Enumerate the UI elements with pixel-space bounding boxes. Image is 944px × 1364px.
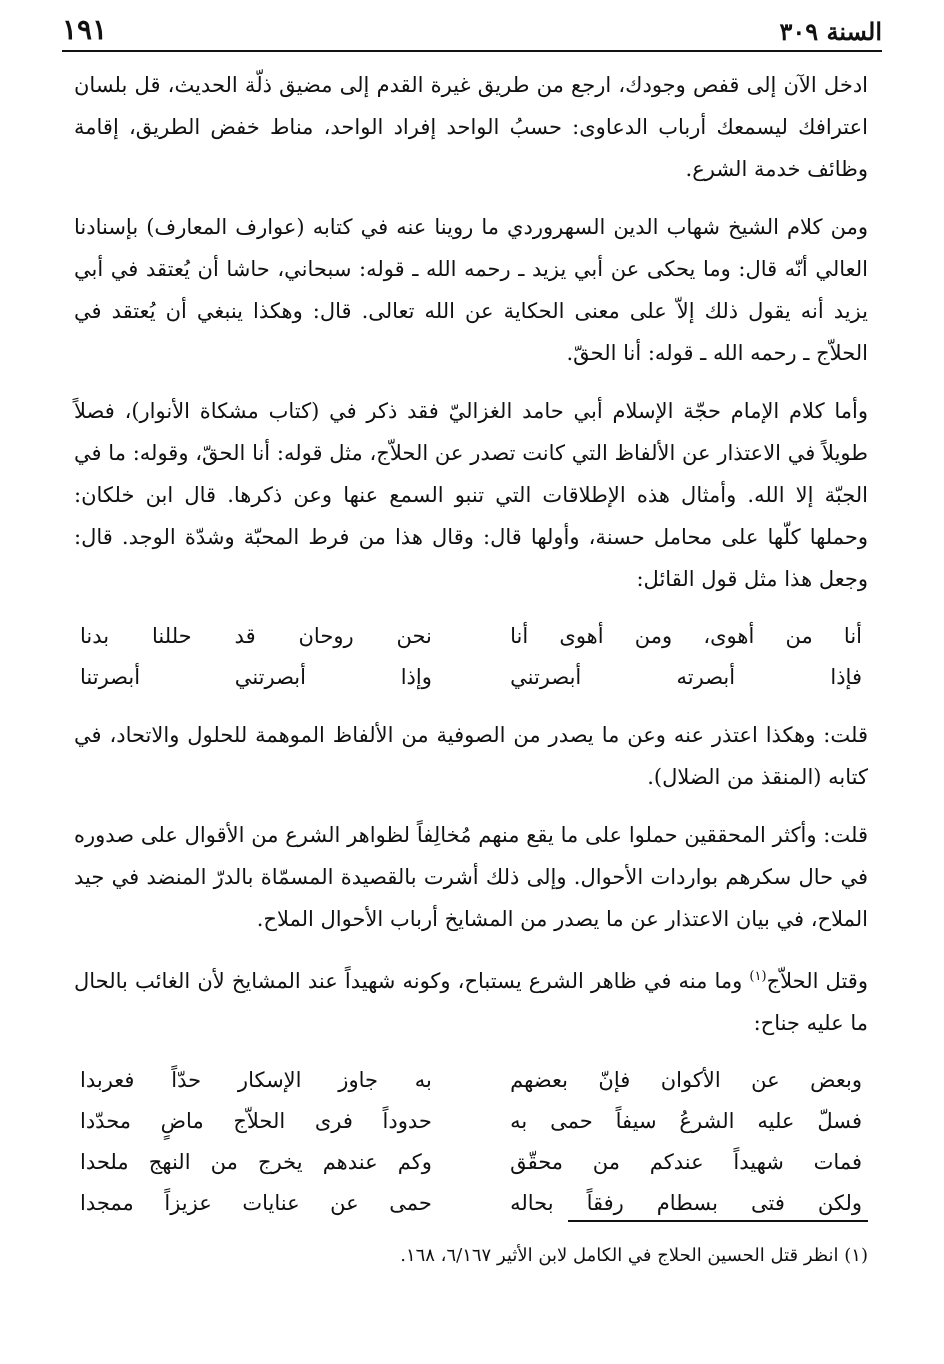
verse-line bbox=[74, 616, 868, 657]
hemistich: وبعض عن الأكوان فإنّ بعضهم bbox=[510, 1068, 862, 1092]
hemistich: به جاوز الإسكار حدّاً فعربدا bbox=[80, 1068, 432, 1092]
page-body bbox=[74, 64, 868, 1240]
hemistich: فمات شهيداً عندكم من محقّق bbox=[510, 1150, 862, 1174]
paragraph bbox=[74, 956, 868, 1044]
hemistich: ولكن فتى بسطام رفقاً بحاله bbox=[510, 1191, 862, 1215]
paragraph: قلت: وأكثر المحققين حملوا على ما يقع منهم مُخالِفاً لظواهر الشرع من الأقوال على صدوره في حال سكرهم بواردات الأحوال. وإلى ذلك أشرت بالقصيدة المسمّاة بالدرّ المنضد في جيد الملاح، في بيان الاعتذار عن ما يصدر من المشايخ أرباب الأحوال الملاح. bbox=[74, 823, 868, 931]
text-run: وقتل الحلاّج bbox=[766, 969, 868, 993]
verse-line bbox=[74, 1060, 868, 1101]
verse-line bbox=[74, 1101, 868, 1142]
hemistich: أنا من أهوى، ومن أهوى أنا bbox=[510, 624, 862, 648]
footnote-divider bbox=[568, 1220, 868, 1222]
verse-line bbox=[74, 657, 868, 698]
paragraph: ومن كلام الشيخ شهاب الدين السهروردي ما روينا عنه في كتابه (عوارف المعارف) بإسنادنا العالي أنّه قال: وما يحكى عن أبي يزيد ـ رحمه الله ـ قوله: سبحاني، حاشا أن يُعتقد في أبي يزيد أنه يقول ذلك إلاّ على معنى الحكاية عن الله تعالى. قال: وهكذا ينبغي أن يُعتقد في الحلاّج ـ رحمه الله ـ قوله: أنا الحقّ. bbox=[74, 215, 868, 365]
hemistich: حدوداً فرى الحلاّج ماضٍ محدّدا bbox=[80, 1109, 432, 1133]
verse-block bbox=[74, 616, 868, 698]
running-head: السنة ٣٠٩ bbox=[779, 17, 882, 46]
footnote: (١) انظر قتل الحسين الحلاج في الكامل لابن الأثير ٦/١٦٧، ١٦٨. bbox=[400, 1245, 868, 1266]
paragraph: وأما كلام الإمام حجّة الإسلام أبي حامد الغزاليّ فقد ذكر في (كتاب مشكاة الأنوار)، فصلاً طويلاً في الاعتذار عن الألفاظ التي كانت تصدر عن الحلاّج، مثل قوله: أنا الحقّ، وقوله: ما في الجبّة إلا الله. وأمثال هذه الإطلاقات التي تنبو السمع عنها وعن ذكرها. قال ابن خلكان: وحملها كلّها على محامل حسنة، وأولها قال: وقال هذا من فرط المحبّة وشدّة الوجد. قال: وجعل هذا مثل قول القائل: bbox=[74, 399, 868, 591]
hemistich: فإذا أبصرته أبصرتني bbox=[510, 665, 862, 689]
footnote-marker: (١) bbox=[749, 969, 767, 984]
hemistich: حمى عن عنايات عزيزاً ممجدا bbox=[80, 1191, 432, 1215]
paragraph: ادخل الآن إلى قفص وجودك، ارجع من طريق غيرة القدم إلى مضيق ذلّة الحديث، قل بلسان اعترافك ليسمعك أرباب الدعاوى: حسبُ الواحد إفراد الواحد، مناط خفض الطريق، إقامة وظائف خدمة الشرع. bbox=[74, 73, 868, 181]
hemistich: نحن روحان قد حللنا بدنا bbox=[80, 624, 432, 648]
page-header bbox=[62, 12, 882, 52]
verse-line bbox=[74, 1183, 868, 1224]
text-run: وما منه في ظاهر الشرع يستباح، وكونه شهيداً عند المشايخ لأن الغائب بالحال ما عليه جناح: bbox=[74, 969, 868, 1035]
hemistich: فسلّ عليه الشرعُ سيفاً حمى به bbox=[510, 1109, 862, 1133]
verse-line bbox=[74, 1142, 868, 1183]
page-number: ١٩١ bbox=[62, 13, 108, 46]
hemistich: وإذا أبصرتني أبصرتنا bbox=[80, 665, 432, 689]
paragraph: قلت: وهكذا اعتذر عنه وعن ما يصدر من الصوفية من الألفاظ الموهمة للحلول والاتحاد، في كتابه (المنقذ من الضلال). bbox=[74, 723, 868, 789]
hemistich: وكم عندهم يخرج من النهج ملحدا bbox=[80, 1150, 432, 1174]
verse-block bbox=[74, 1060, 868, 1224]
